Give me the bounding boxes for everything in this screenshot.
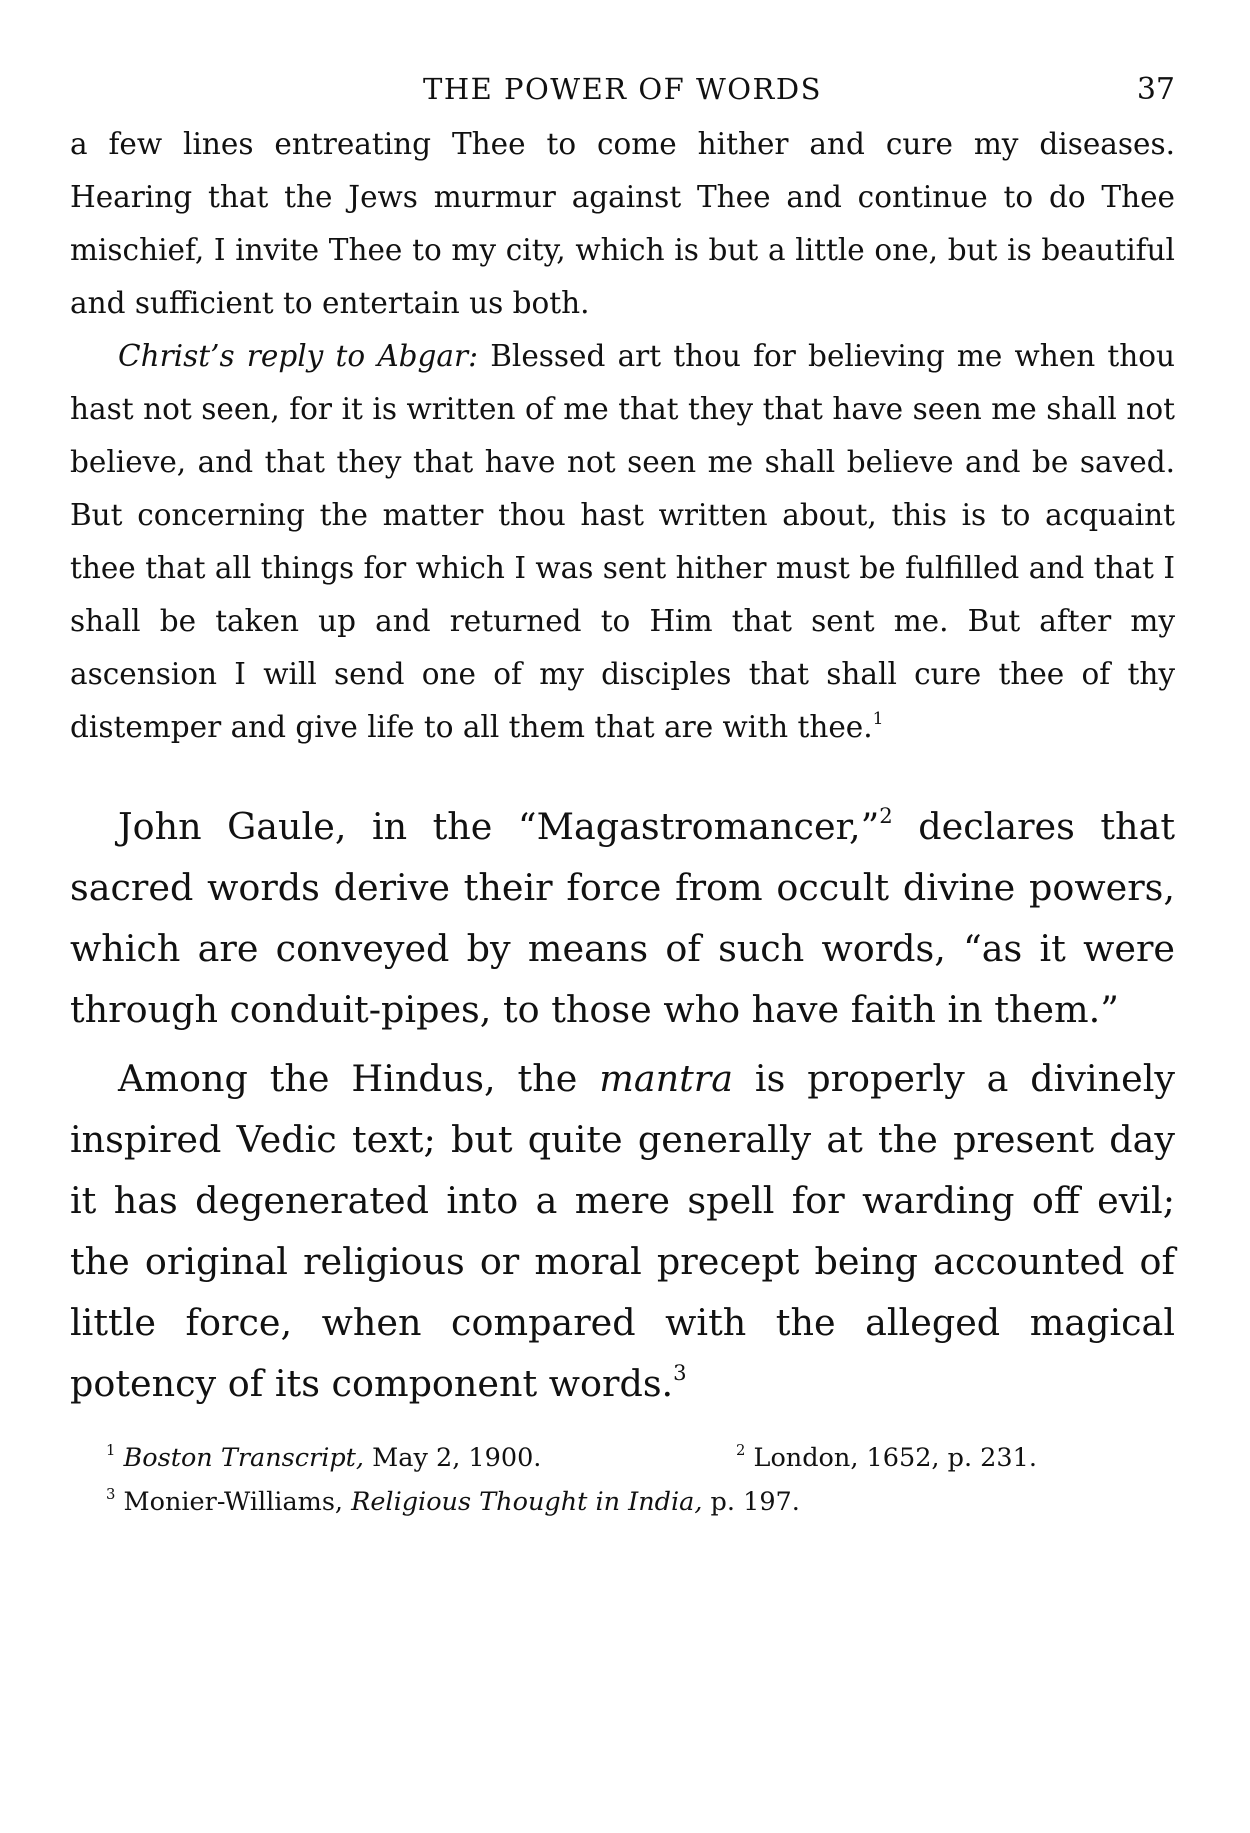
footnote-text: May 2, 1900.	[364, 1443, 542, 1473]
footnote-1	[106, 1436, 736, 1480]
footnote-ref-2: 2	[879, 803, 893, 829]
footnote-2	[736, 1443, 1037, 1473]
footnote-ref-3: 3	[673, 1360, 687, 1386]
footnote-ref-1: 1	[872, 709, 884, 730]
paragraph-text: declares that sacred words derive their force from occult divine powers, which are conveyed by means of such words, “as it were through conduit-pipes, to those who have faith in them.”	[70, 805, 1175, 1031]
paragraph-hindus	[70, 1048, 1175, 1414]
reply-heading: Christ’s reply to Abgar:	[118, 339, 479, 373]
footnote-source: Religious Thought in India,	[351, 1487, 703, 1517]
page-number: 37	[1136, 72, 1175, 107]
footnotes	[70, 1436, 1175, 1524]
paragraph-text: John Gaule, in the “Magastromancer,”	[118, 805, 880, 848]
paragraph-text: Blessed art thou for believing me when thou hast not seen, for it is written of me that they that have seen me shall not believe, and that they that have not seen me shall believe and be saved. But concerning the matter thou hast written about, this is to acquaint thee that all things for which I was sent hither must be fulfilled and that I shall be taken up and returned to Him that sent me. But after my ascension I will send one of my disciples that shall cure thee of thy distemper and give life to all them that are with thee.	[70, 339, 1176, 744]
footnote-source: Boston Transcript,	[123, 1443, 365, 1473]
paragraph-text: is properly a divinely inspired Vedic text; but quite generally at the present day it has degenerated into a mere spell for warding off evil; the original religious or moral precept being accounted of little force, when compared with the alleged magical potency of its component words.	[70, 1057, 1176, 1405]
paragraph-text: Among the Hindus, the	[118, 1057, 600, 1100]
footnote-text: p. 197.	[702, 1487, 800, 1517]
footnote-text: Monier-Williams,	[115, 1487, 352, 1517]
mantra-term: mantra	[599, 1057, 733, 1100]
paragraph-gaule	[70, 796, 1175, 1040]
paragraph-text: a few lines entreating Thee to come hither and cure my diseases. Hearing that the Jews murmur against Thee and continue to do Thee mischief, I invite Thee to my city, which is but a little one, but is beautiful and sufficient to entertain us both.	[70, 127, 1175, 320]
footnote-row	[106, 1436, 1175, 1480]
running-title: THE POWER OF WORDS	[423, 72, 822, 106]
paragraph-christ-reply	[70, 330, 1175, 754]
book-page	[70, 62, 1175, 1524]
footnote-mark: 1	[106, 1441, 116, 1459]
paragraph-abgar-letter	[70, 118, 1175, 330]
footnote-mark: 3	[106, 1485, 116, 1503]
footnote-text: London, 1652, p. 231.	[745, 1443, 1037, 1473]
running-head	[70, 62, 1175, 118]
footnote-3	[106, 1480, 1175, 1524]
footnote-mark: 2	[736, 1441, 746, 1459]
